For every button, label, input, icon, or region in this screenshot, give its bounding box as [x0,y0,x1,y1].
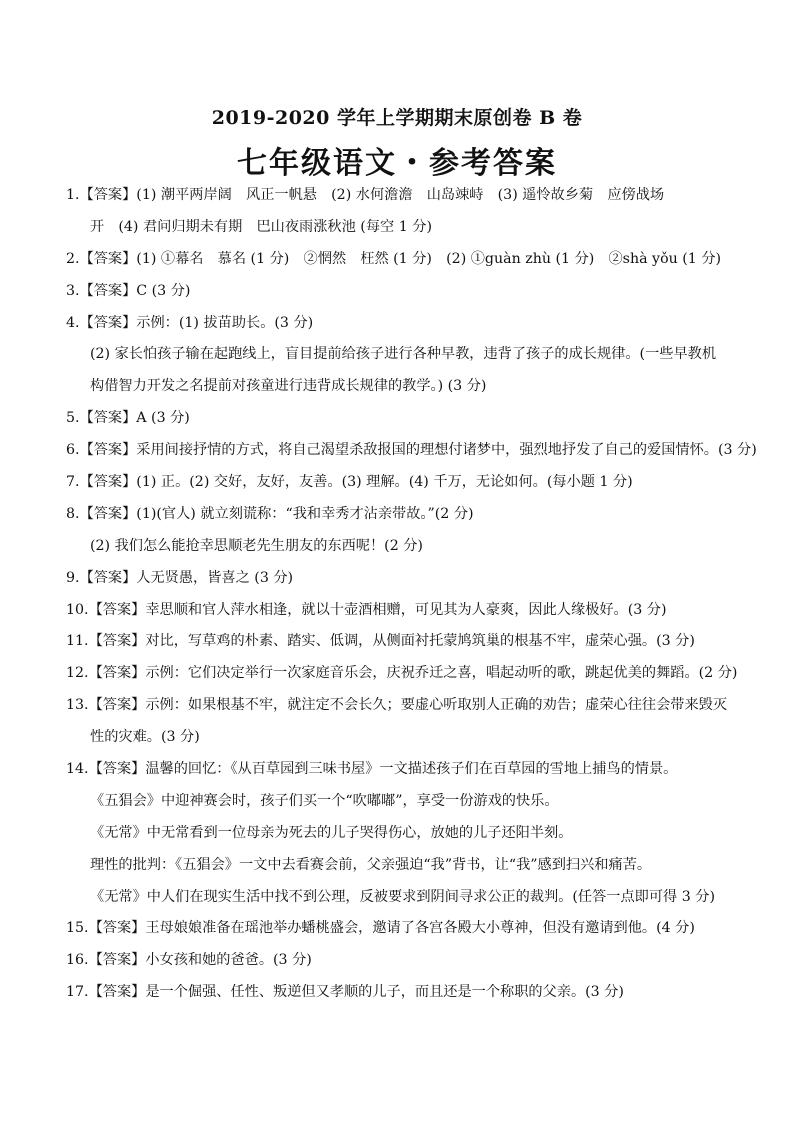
answer-line: 1.【答案】(1) 潮平两岸阔 风正一帆悬 (2) 水何澹澹 山岛竦峙 (3) 遥怜故乡菊 应傍战场 [66,187,665,203]
answer-line: 13.【答案】示例：如果根基不牢，就注定不会长久；要虚心听取别人正确的劝告；虚荣心往往会带来毁灭 [66,697,728,714]
answer-line: 10.【答案】幸思顺和官人萍水相逢，就以十壶酒相赠，可见其为人豪爽，因此人缘极好。(3 分) [66,601,667,618]
answer-line: 5.【答案】A (3 分) [66,410,190,427]
answer-line: 7.【答案】(1) 正。(2) 交好，友好，友善。(3) 理解。(4) 千万，无论如何。(每小题 1 分) [66,474,633,491]
exam-subtitle: 2019-2020 学年上学期期末原创卷 B 卷 [211,107,583,129]
answer-line: 6.【答案】采用间接抒情的方式，将自己渴望杀敌报国的理想付诸梦中，强烈地抒发了自己的爱国情怀。(3 分) [66,442,757,459]
answer-line: 理性的批判：《五猖会》一文中去看赛会前，父亲强迫“我”背书，让“我”感到扫兴和痛苦。 [90,856,652,873]
answer-line: 11.【答案】对比，写草鸡的朴素、踏实、低调，从侧面衬托蒙鸠筑巢的根基不牢，虚荣心强。(3 分) [66,633,695,650]
answer-line: 2.【答案】(1) ①幕名 慕名 (1 分) ②惘然 枉然 (1 分) (2) ①guàn zhù (1 分) ②shà yǒu (1 分) [66,250,722,267]
answer-line: 8.【答案】(1)(官人) 就立刻谎称：“我和幸秀才沾亲带故。”(2 分) [66,505,474,522]
answer-list [66,180,757,1009]
answer-line: 3.【答案】C (3 分) [66,282,191,299]
answer-line: 16.【答案】小女孩和她的爸爸。(3 分) [66,952,312,969]
answer-line: 9.【答案】人无贤愚，皆喜之 (3 分) [66,569,294,586]
answer-line: 17.【答案】是一个倔强、任性、叛逆但又孝顺的儿子，而且还是一个称职的父亲。(3 分) [66,984,624,1001]
page-title: 七年级语文・参考答案 [237,146,557,181]
answer-line: 《无常》中无常看到一位母亲为死去的儿子哭得伤心，放她的儿子还阳半刻。 [90,824,573,841]
answer-line: 开 (4) 君问归期未有期 巴山夜雨涨秋池 (每空 1 分) [90,218,432,235]
answer-line: 构借智力开发之名提前对孩童进行违背成长规律的教学。) (3 分) [90,378,487,395]
answer-line: (2) 我们怎么能抢幸思顺老先生朋友的东西呢！(2 分) [90,537,423,554]
answer-line: 《五猖会》中迎神赛会时，孩子们买一个“吹嘟嘟”，享受一份游戏的快乐。 [90,792,559,809]
answer-line: 4.【答案】示例：(1) 拔苗助长。(3 分) [66,314,314,331]
answer-line: 12.【答案】示例：它们决定举行一次家庭音乐会，庆祝乔迁之喜，唱起动听的歌，跳起优美的舞蹈。(2 分) [66,665,738,682]
answer-line: (2) 家长怕孩子输在起跑线上，盲目提前给孩子进行各种早教，违背了孩子的成长规律。(一些早教机 [90,346,717,363]
answer-line: 14.【答案】温馨的回忆：《从百草园到三味书屋》一文描述孩子们在百草园的雪地上捕鸟的情景。 [66,761,678,778]
answer-line: 15.【答案】王母娘娘准备在瑶池举办蟠桃盛会，邀请了各宫各殿大小尊神，但没有邀请到他。(4 分) [66,920,695,937]
answer-line: 性的灾难。(3 分) [90,729,200,746]
answer-line: 《无常》中人们在现实生活中找不到公理，反被要求到阴间寻求公正的裁判。(任答一点即可得 3 分) [90,888,715,905]
